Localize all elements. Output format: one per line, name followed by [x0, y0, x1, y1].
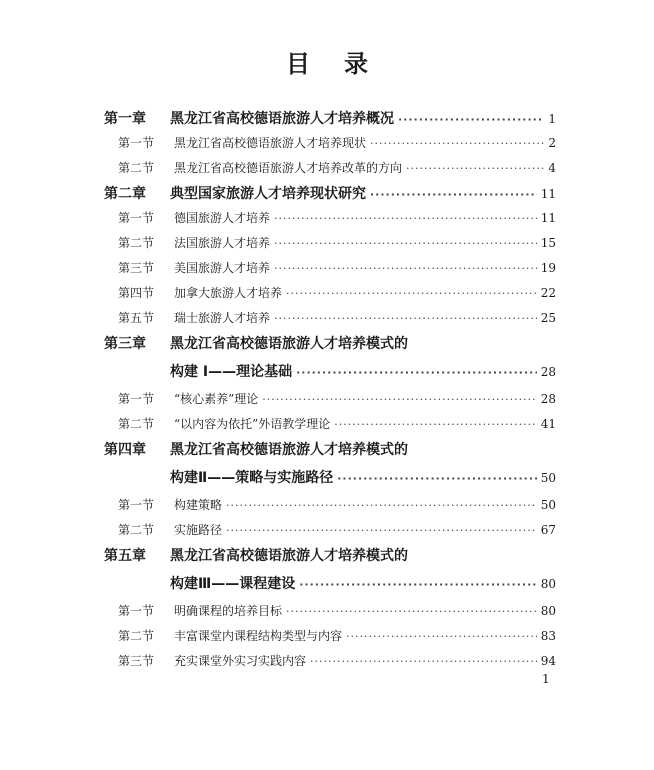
section-label: 第三节: [118, 654, 155, 668]
toc-page-ref: 11: [540, 211, 556, 225]
toc-page-ref: 22: [540, 286, 556, 300]
leader-dots: [370, 138, 544, 149]
toc-page-ref: 1: [548, 112, 556, 126]
page-title: [0, 44, 654, 79]
toc-chapter-entry[interactable]: [104, 337, 556, 365]
page-number: 1: [542, 672, 550, 686]
toc-page-ref: 67: [540, 523, 556, 537]
toc-page-ref: 11: [540, 187, 556, 201]
leader-dots: [226, 500, 537, 511]
toc-page-ref: 50: [540, 471, 556, 485]
toc-page-ref: 83: [540, 629, 556, 643]
toc-page-ref: 28: [540, 365, 556, 379]
leader-dots: [262, 394, 536, 405]
toc-section-entry[interactable]: [104, 418, 556, 443]
toc-section-entry[interactable]: [104, 162, 556, 187]
toc-chapter-entry-continued[interactable]: [104, 365, 556, 393]
section-title: 德国旅游人才培养: [174, 211, 271, 225]
toc-chapter-entry-continued[interactable]: [104, 577, 556, 605]
leader-dots: [299, 579, 536, 590]
toc-section-entry[interactable]: [104, 137, 556, 162]
leader-dots: [274, 238, 537, 249]
toc-section-entry[interactable]: [104, 393, 556, 418]
toc-page-ref: 15: [540, 236, 556, 250]
toc-page-ref: 80: [540, 577, 556, 591]
chapter-label: 第一章: [104, 111, 146, 127]
toc-page-ref: 25: [540, 311, 556, 325]
toc-page-ref: 50: [540, 498, 556, 512]
leader-dots: [286, 606, 537, 617]
section-label: 第一节: [118, 392, 155, 406]
toc-chapter-entry[interactable]: [104, 443, 556, 471]
section-title: 构建策略: [174, 498, 223, 512]
section-title: 瑞士旅游人才培养: [174, 311, 271, 325]
leader-dots: [274, 263, 537, 274]
section-title: 黑龙江省高校德语旅游人才培养现状: [174, 136, 367, 150]
section-title: 丰富课堂内课程结构类型与内容: [174, 629, 343, 643]
toc-chapter-entry[interactable]: [104, 187, 556, 212]
section-title: “核心素养”理论: [174, 392, 259, 406]
chapter-label: 第四章: [104, 442, 146, 458]
toc-section-entry[interactable]: [104, 312, 556, 337]
toc-section-entry[interactable]: [104, 262, 556, 287]
section-label: 第一节: [118, 498, 155, 512]
toc-section-entry[interactable]: [104, 630, 556, 655]
toc-page-ref: 94: [540, 654, 556, 668]
toc-page-ref: 2: [548, 136, 556, 150]
toc-section-entry[interactable]: [104, 212, 556, 237]
section-label: 第五节: [118, 311, 155, 325]
leader-dots: [398, 114, 544, 125]
leader-dots: [346, 631, 537, 642]
title-char-2: 录: [344, 49, 368, 78]
chapter-title-continued: 构建Ⅱ——策略与实施路径: [170, 470, 334, 486]
chapter-title: 典型国家旅游人才培养现状研究: [170, 186, 366, 202]
section-title: 充实课堂外实习实践内容: [174, 654, 307, 668]
section-label: 第二节: [118, 629, 155, 643]
title-char-1: 目: [286, 49, 310, 78]
chapter-title: 黑龙江省高校德语旅游人才培养概况: [170, 111, 394, 127]
section-title: 明确课程的培养目标: [174, 604, 283, 618]
section-label: 第四节: [118, 286, 155, 300]
section-label: 第一节: [118, 211, 155, 225]
section-title: 加拿大旅游人才培养: [174, 286, 283, 300]
toc-section-entry[interactable]: [104, 605, 556, 630]
section-label: 第二节: [118, 161, 155, 175]
section-title: 美国旅游人才培养: [174, 261, 271, 275]
chapter-label: 第二章: [104, 186, 146, 202]
section-title: 法国旅游人才培养: [174, 236, 271, 250]
toc-page-ref: 41: [540, 417, 556, 431]
section-title: “以内容为依托”外语教学理论: [174, 417, 331, 431]
leader-dots: [274, 313, 537, 324]
toc-chapter-entry[interactable]: [104, 549, 556, 577]
chapter-title-continued: 构建 I——理论基础: [170, 364, 293, 380]
chapter-title: 黑龙江省高校德语旅游人才培养模式的: [170, 442, 408, 458]
leader-dots: [334, 419, 536, 430]
leader-dots: [296, 367, 537, 378]
toc-section-entry[interactable]: [104, 237, 556, 262]
section-label: 第二节: [118, 417, 155, 431]
leader-dots: [226, 525, 537, 536]
toc-page-ref: 28: [540, 392, 556, 406]
leader-dots: [406, 163, 544, 174]
chapter-label: 第三章: [104, 336, 146, 352]
leader-dots: [286, 288, 537, 299]
section-label: 第二节: [118, 236, 155, 250]
toc-page-ref: 4: [548, 161, 556, 175]
section-label: 第二节: [118, 523, 155, 537]
toc-section-entry[interactable]: [104, 287, 556, 312]
leader-dots: [370, 189, 537, 200]
chapter-title: 黑龙江省高校德语旅游人才培养模式的: [170, 336, 408, 352]
toc-page-ref: 19: [540, 261, 556, 275]
chapter-title-continued: 构建Ⅲ——课程建设: [170, 576, 296, 592]
chapter-label: 第五章: [104, 548, 146, 564]
toc-section-entry[interactable]: [104, 524, 556, 549]
section-title: 黑龙江省高校德语旅游人才培养改革的方向: [174, 161, 403, 175]
leader-dots: [274, 213, 537, 224]
toc-chapter-entry-continued[interactable]: [104, 471, 556, 499]
chapter-title: 黑龙江省高校德语旅游人才培养模式的: [170, 548, 408, 564]
leader-dots: [310, 656, 537, 667]
section-title: 实施路径: [174, 523, 223, 537]
toc-page-ref: 80: [540, 604, 556, 618]
toc-section-entry[interactable]: [104, 499, 556, 524]
section-label: 第三节: [118, 261, 155, 275]
leader-dots: [337, 473, 536, 484]
table-of-contents: [104, 112, 556, 680]
toc-chapter-entry[interactable]: [104, 112, 556, 137]
section-label: 第一节: [118, 136, 155, 150]
toc-section-entry[interactable]: [104, 655, 556, 680]
section-label: 第一节: [118, 604, 155, 618]
